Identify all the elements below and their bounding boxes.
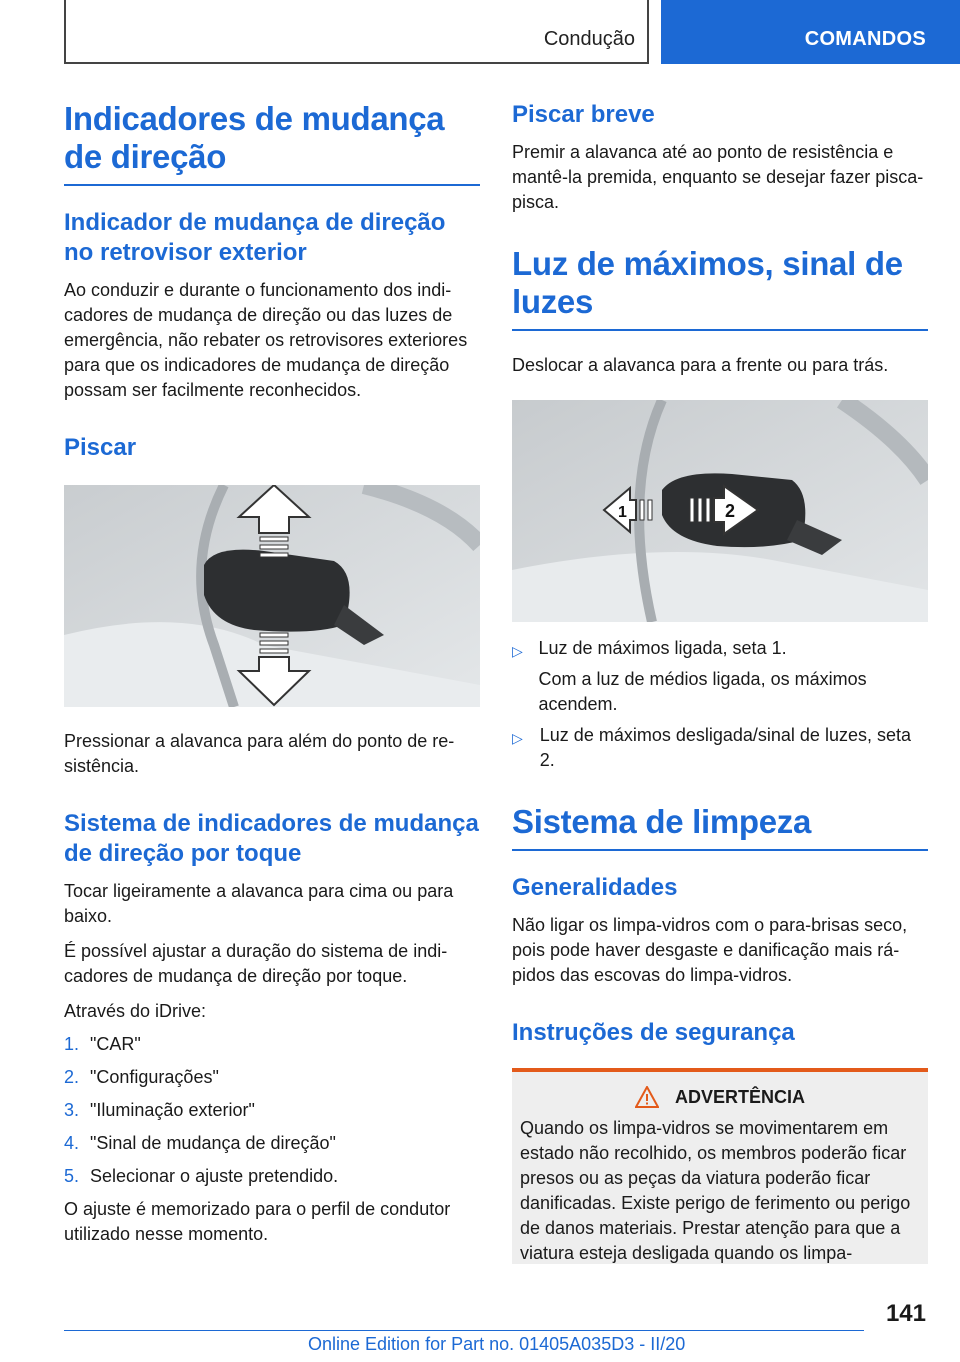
header-section-tab xyxy=(64,0,649,64)
high-beam-lever-photo xyxy=(512,400,928,622)
list-item: ▷ Luz de máximos ligada, seta 1. Com a luz de médios ligada, os máximos acendem. xyxy=(512,636,928,717)
blink-lever-illustration xyxy=(64,485,480,707)
triangle-bullet-icon: ▷ xyxy=(512,730,523,746)
high-beam-list xyxy=(512,636,928,773)
idrive-steps-list xyxy=(64,1032,480,1189)
brief-blink-text: Premir a alavanca até ao ponto de resistência e mantê-la premida, enquanto se desejar fazer pisca-pisca. xyxy=(512,142,924,212)
blink-lever-photo xyxy=(64,485,480,707)
warning-text: Quando os limpa-vidros se movimentarem em estado não recolhido, os membros poderão ficar presos ou as peças da viatura poderão ficar danificadas. Existe perigo de ferimento ou perigo de danos materiais. Prestar atenção para que a viatura esteja desligada quando os limpa- xyxy=(520,1118,911,1263)
warning-box xyxy=(512,1068,928,1264)
touch-blink-text-2: É possível ajustar a duração do sistema de indicadores de mudança de direção por toque. xyxy=(64,941,448,986)
touch-blink-heading: Sistema de indicadores de mudança de direção por toque xyxy=(64,810,479,867)
mirror-indicator-heading: Indicador de mudança de direção no retrovisor exterior xyxy=(64,209,446,266)
list-item: ▷ Luz de máximos desligada/sinal de luzes, seta 2. xyxy=(512,723,928,773)
mirror-indicator-text: Ao conduzir e durante o funcionamento dos indicadores de mudança de direção ou das luzes de emergência, não rebater os retrovisores exteriores para que os indicadores de mudança de direção possam ser facilmente reconhecidos. xyxy=(64,280,468,400)
list-item: 1. "CAR" xyxy=(64,1034,141,1054)
warning-title: ADVERTÊNCIA xyxy=(674,1086,805,1107)
touch-blink-text-4: O ajuste é memorizado para o perfil de condutor utilizado nesse momento. xyxy=(64,1199,451,1244)
list-item: 3. "Iluminação exterior" xyxy=(64,1100,255,1120)
right-column xyxy=(512,100,928,1264)
arrow-2-label: 2 xyxy=(725,501,736,521)
high-beam-title: Luz de máximos, sinal de luzes xyxy=(512,245,928,331)
arrow-1-label: 1 xyxy=(618,504,627,521)
safety-heading: Instruções de segurança xyxy=(512,1019,795,1046)
header-chapter-tab xyxy=(661,0,960,64)
warning-triangle-icon xyxy=(635,1086,659,1108)
page-number: 141 xyxy=(885,1300,926,1327)
footer-edition: Online Edition for Part no. 01405A035D3 - II/20 xyxy=(308,1334,686,1354)
touch-blink-text-3: Através do iDrive: xyxy=(64,1001,207,1021)
header-chapter-label: COMANDOS xyxy=(804,28,926,50)
general-text: Não ligar os limpa-vidros com o para-brisas seco, pois pode haver desgaste e danificação mais rápidos das escovas do limpa-vidros. xyxy=(512,915,908,985)
high-beam-text: Deslocar a alavanca para a frente ou para trás. xyxy=(512,355,889,375)
touch-blink-text-1: Tocar ligeiramente a alavanca para cima ou para baixo. xyxy=(64,881,454,926)
blink-text: Pressionar a alavanca para além do ponto de resistência. xyxy=(64,731,455,776)
list-item: 4. "Sinal de mudança de direção" xyxy=(64,1133,336,1153)
blink-heading: Piscar xyxy=(64,434,137,461)
general-heading: Generalidades xyxy=(512,874,678,901)
list-item: 2. "Configurações" xyxy=(64,1067,219,1087)
triangle-bullet-icon: ▷ xyxy=(512,643,523,659)
footer-divider xyxy=(64,1330,864,1331)
left-column xyxy=(64,100,480,1247)
header-section-label: Condução xyxy=(543,28,635,50)
list-item: 5. Selecionar o ajuste pretendido. xyxy=(64,1166,339,1186)
turn-signal-title: Indicadores de mudança de direção xyxy=(64,100,480,186)
wash-system-title: Sistema de limpeza xyxy=(512,803,928,851)
brief-blink-heading: Piscar breve xyxy=(512,101,655,128)
high-beam-lever-illustration xyxy=(512,400,928,622)
